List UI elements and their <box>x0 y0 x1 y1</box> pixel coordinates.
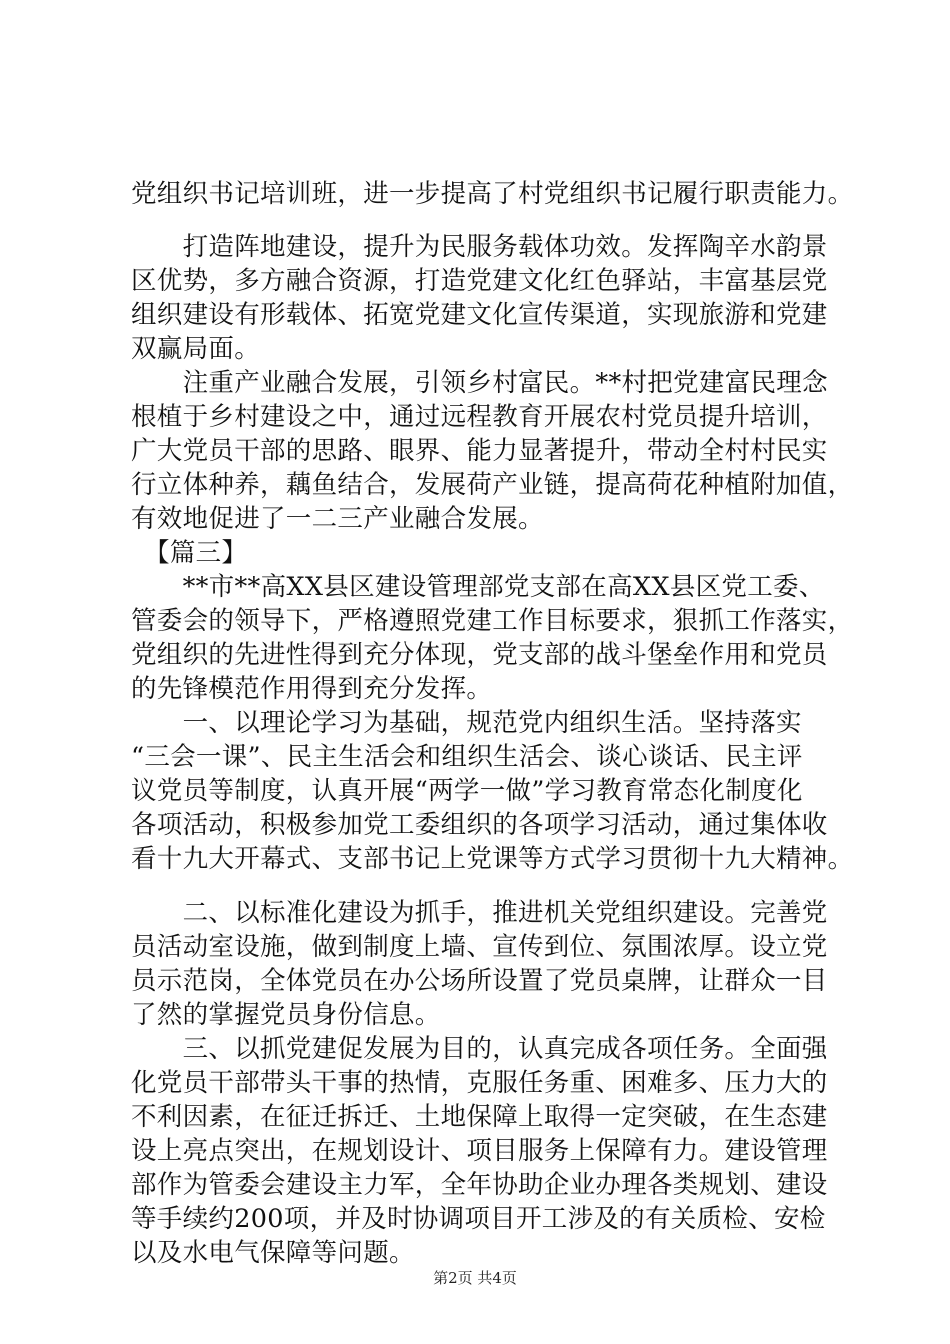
text-line: 注重产业融合发展，引领乡村富民。**村把党建富民理念 <box>131 368 828 398</box>
text-line: 员示范岗，全体党员在办公场所设置了党员桌牌，让群众一目 <box>131 966 828 996</box>
text-line: 等手续约200项，并及时协调项目开工涉及的有关质检、安检 <box>131 1204 826 1234</box>
section-heading: 【篇三】 <box>131 538 248 568</box>
text-line: 行立体种养，藕鱼结合，发展荷产业链，提高荷花种植附加值， <box>131 470 854 500</box>
text-line: 有效地促进了一二三产业融合发展。 <box>131 504 544 534</box>
text-line: 各项活动，积极参加党工委组织的各项学习活动，通过集体收 <box>131 810 828 840</box>
text-line: 广大党员干部的思路、眼界、能力显著提升，带动全村村民实 <box>131 436 828 466</box>
text-line: 了然的掌握党员身份信息。 <box>131 1000 441 1030</box>
text-line: 设上亮点突出，在规划设计、项目服务上保障有力。建设管理 <box>131 1136 828 1166</box>
text-line: 员活动室设施，做到制度上墙、宣传到位、氛围浓厚。设立党 <box>131 932 828 962</box>
text-line: 双赢局面。 <box>131 334 261 364</box>
text-line: 打造阵地建设，提升为民服务载体功效。发挥陶辛水韵景 <box>131 232 828 262</box>
text-line: 议党员等制度，认真开展“两学一做”学习教育常态化制度化 <box>131 776 803 806</box>
text-line: 党组织的先进性得到充分体现，党支部的战斗堡垒作用和党员 <box>131 640 828 670</box>
text-line: “三会一课”、民主生活会和组织生活会、谈心谈话、民主评 <box>131 742 803 772</box>
text-line: 部作为管委会建设主力军，全年协助企业办理各类规划、建设 <box>131 1170 828 1200</box>
text-line: 二、以标准化建设为抓手，推进机关党组织建设。完善党 <box>131 898 828 928</box>
text-line: 组织建设有形载体、拓宽党建文化宣传渠道，实现旅游和党建 <box>131 300 828 330</box>
page-number-footer: 第2页 共4页 <box>433 1269 517 1287</box>
text-line: 根植于乡村建设之中，通过远程教育开展农村党员提升培训， <box>131 402 828 432</box>
text-line: 化党员干部带头干事的热情，克服任务重、困难多、压力大的 <box>131 1068 828 1098</box>
text-line: 的先锋模范作用得到充分发挥。 <box>131 674 493 704</box>
text-line: 不利因素，在征迁拆迁、土地保障上取得一定突破，在生态建 <box>131 1102 828 1132</box>
text-line: 区优势，多方融合资源，打造党建文化红色驿站，丰富基层党 <box>131 266 828 296</box>
text-line: 管委会的领导下，严格遵照党建工作目标要求，狠抓工作落实， <box>131 606 854 636</box>
text-line: 看十九大开幕式、支部书记上党课等方式学习贯彻十九大精神。 <box>131 844 854 874</box>
text-line: **市**高XX县区建设管理部党支部在高XX县区党工委、 <box>131 572 825 602</box>
text-line: 三、以抓党建促发展为目的，认真完成各项任务。全面强 <box>131 1034 828 1064</box>
text-line: 党组织书记培训班，进一步提高了村党组织书记履行职责能力。 <box>131 179 854 209</box>
text-line: 以及水电气保障等问题。 <box>131 1238 415 1268</box>
text-line: 一、以理论学习为基础，规范党内组织生活。坚持落实 <box>131 708 802 738</box>
